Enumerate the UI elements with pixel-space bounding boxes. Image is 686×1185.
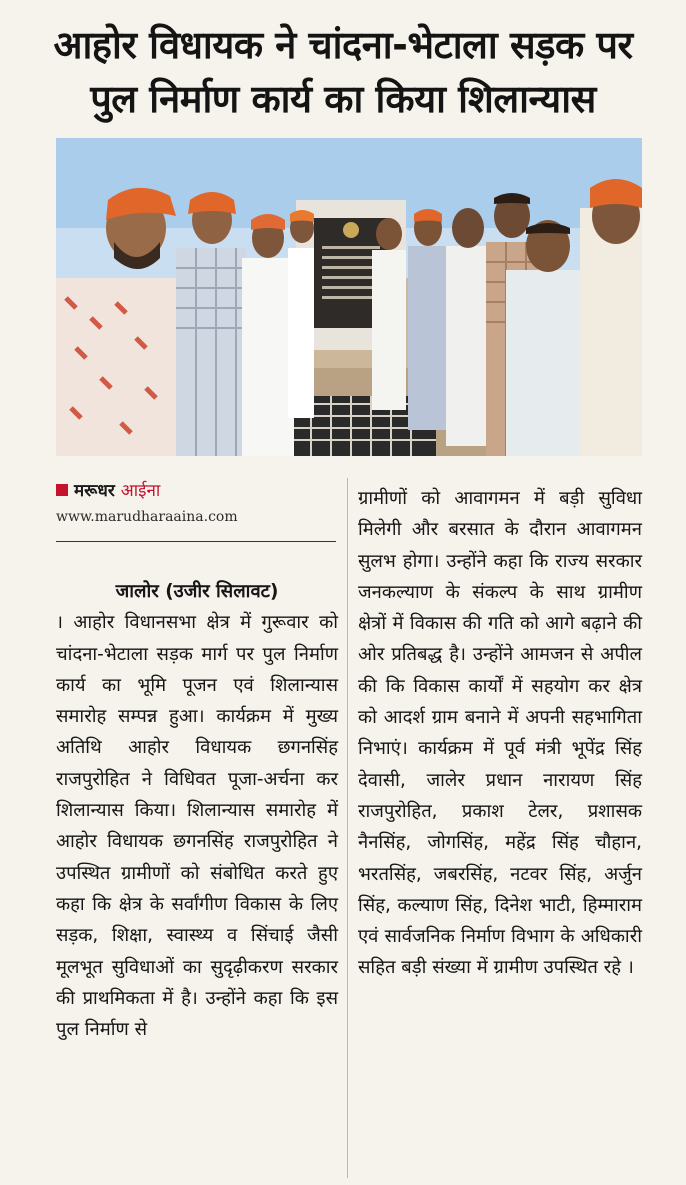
article-column-left [56, 576, 338, 1045]
brand-square-icon [56, 484, 68, 496]
byline [56, 478, 336, 542]
brand-suffix: आईना [120, 481, 161, 501]
column-divider [347, 478, 348, 1178]
dateline: जालोर (उजीर सिलावट) [115, 581, 279, 602]
brand-row [56, 478, 336, 501]
body-text-right: ग्रामीणों को आवागमन में बड़ी सुविधा मिलेगी और बरसात के दौरान आवागमन सुलभ होगा। उन्होंने कहा कि राज्य सरकार जनकल्याण के संकल्प के साथ ग्रामीण क्षेत्रों में विकास की गति को आगे बढ़ाने की ओर प्रतिबद्ध है। उन्होंने आमजन से अपील की कि विकास कार्यों में सहयोग कर क्षेत्र को आदर्श ग्राम बनाने में अपनी सहभागिता निभाएं। कार्यक्रम में पूर्व मंत्री भूपेंद्र सिंह देवासी, जालेर प्रधान नारायण सिंह राजपुरोहित, प्रकाश टेलर, प्रशासक नैनसिंह, जोगसिंह, महेंद्र सिंह चौहान, भरतसिंह, जबरसिंह, नटवर सिंह, अर्जुन सिंह, कल्याण सिंह, दिनेश भाटी, हिम्माराम एवं सार्वजनिक निर्माण विभाग के अधिकारी सहित बड़ी संख्या में ग्रामीण उपस्थित रहे । [358, 488, 642, 979]
brand-prefix: मरूधर [74, 481, 115, 501]
article-column-right [358, 483, 642, 984]
body-text-left: । आहोर विधानसभा क्षेत्र में गुरूवार को चांदना-भेटाला सड़क मार्ग पर पुल निर्माण कार्य का भूमि पूजन एवं शिलान्यास समारोह सम्पन्न हुआ। कार्यक्रम में मुख्य अतिथि आहोर विधायक छगनसिंह राजपुरोहित ने विधिवत पूजा-अर्चना कर शिलान्यास किया। शिलान्यास समारोह में आहोर विधायक छगनसिंह राजपुरोहित ने उपस्थित ग्रामीणों को संबोधित करते हुए कहा कि क्षेत्र के सर्वांगीण विकास के लिए सड़क, शिक्षा, स्वास्थ्य व सिंचाई जैसी मूलभूत सुविधाओं का सुदृढ़ीकरण सरकार की प्राथमिकता में है। उन्होंने कहा कि इस पुल निर्माण से [56, 612, 338, 1041]
website-url: www.marudharaaina.com [56, 509, 238, 525]
ceremony-photo [56, 138, 642, 456]
brand-name [74, 478, 160, 501]
news-photo [56, 138, 642, 456]
byline-rule [56, 541, 336, 542]
headline: आहोर विधायक ने चांदना-भेटाला सड़क पर पुल निर्माण कार्य का किया शिलान्यास [53, 23, 633, 121]
